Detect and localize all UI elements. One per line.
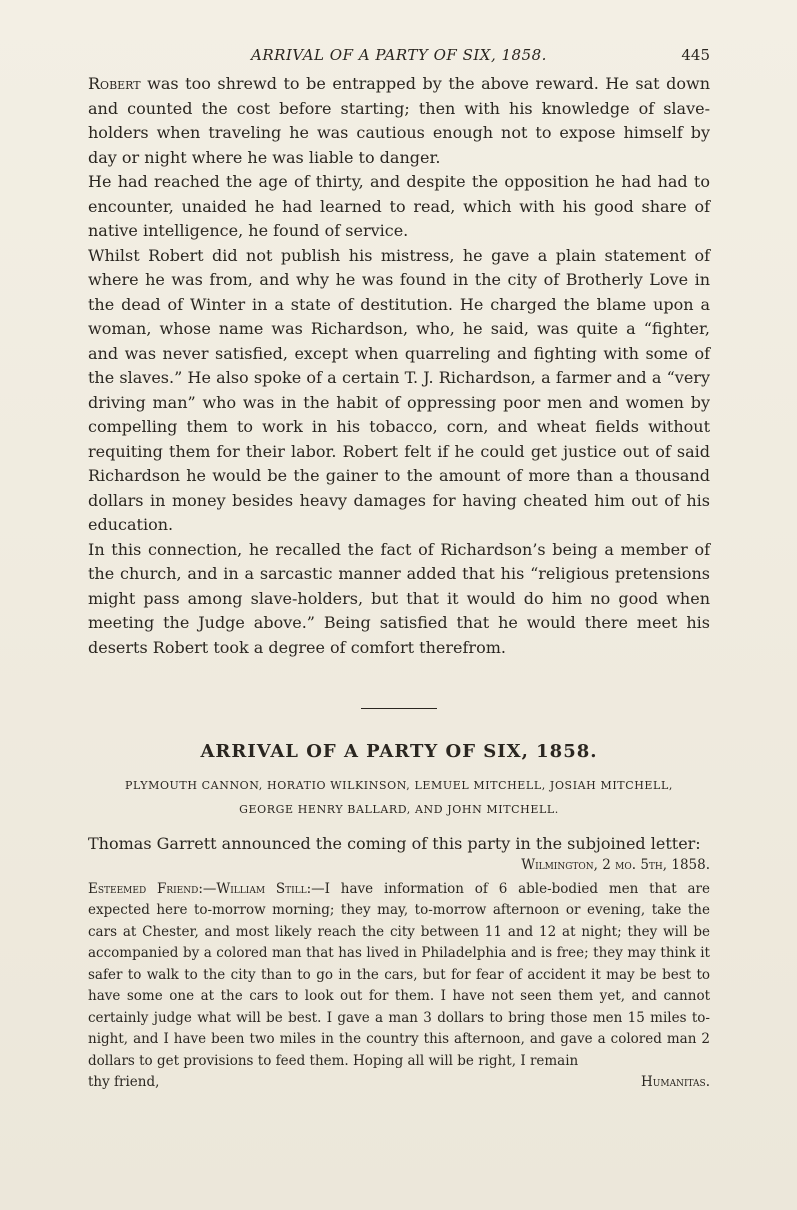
paragraph-text: was too shrewd to be entrapped by the above reward. He sat down and counted the cost before starting; then with his knowledge of slave-holders when traveling he was cautious enough not to expose himself by day or night where he was liable to danger. [88,74,710,167]
page-number: 445 [681,46,710,64]
paragraph-lead-word: Robert [88,74,141,93]
letter-text: —I have information of 6 able-bodied men that are expected here to-morrow morning; they may, to-morrow afternoon or evening, take the cars at Chester, and most likely reach the city between 11 and 12 at night; they will be accompanied by a colored man that has lived in Philadelphia and is free; they may think it safer to walk to the city than to go in the cars, but for fear of accident it may be best to have some one at the cars to look out for them. I have not seen them yet, and cannot certainly judge what will be best. I gave a man 3 dollars to bring those men 15 miles to-night, and I have been two miles in the country this afternoon, and gave a colored man 2 dollars to get provisions to feed them. Hoping all will be right, I remain [88,880,710,1069]
party-names [88,774,710,822]
paragraph-age-thirty: He had reached the age of thirty, and despite the opposition he had had to encounter, unaided he had learned to read, which with his good share of native intelligence, he found of service. [88,172,710,240]
letter-salutation: Esteemed Friend:—William Still: [88,880,312,897]
section-divider [361,708,437,709]
party-names-line-1: PLYMOUTH CANNON, HORATIO WILKINSON, LEMUEL MITCHELL, JOSIAH MITCHELL, [125,779,673,792]
running-title: ARRIVAL OF A PARTY OF SIX, 1858. [251,46,547,64]
section-title: ARRIVAL OF A PARTY OF SIX, 1858. [200,741,598,762]
letter-dateline: Wilmington, 2 mo. 5th, 1858. [521,856,710,873]
letter-closing: thy friend, [88,1074,160,1090]
page-content [88,46,710,1094]
paragraph-church: In this connection, he recalled the fact of Richardson’s being a member of the church, and in a sarcastic manner added that his “religious pretensions might pass among slave-holders, but that it would do him no good when meeting the Judge above.” Being satisfied that he would there meet his deserts Robert took a degree of comfort therefrom. [88,539,710,657]
letter-signature: Humanitas. [641,1074,710,1090]
letter-body [88,879,710,1073]
paragraph-robert-shrewd [88,72,710,170]
paragraph-statement: Whilst Robert did not publish his mistress, he gave a plain statement of where he was from, and why he was found in the city of Brotherly Love in the dead of Winter in a state of destitution. He charged the blame upon a woman, whose name was Richardson, who, he said, was quite a “fighter, and was never satisfied, except when quarreling and fighting with some of the slaves.” He also spoke of a certain T. J. Richardson, a farmer and a “very driving man” who was in the habit of oppressing poor men and women by compelling them to work in his tobacco, corn, and wheat fields without requiting them for their labor. Robert felt if he could get justice out of said Richardson he would be the gainer to the amount of more than a thousand dollars in money besides heavy damages for having cheated him out of his education. [88,245,710,534]
letter-signoff [88,1072,710,1094]
section-intro: Thomas Garrett announced the coming of this party in the subjoined letter: [88,834,701,853]
running-head [88,46,710,72]
party-names-line-2: GEORGE HENRY BALLARD, AND JOHN MITCHELL. [239,803,559,816]
